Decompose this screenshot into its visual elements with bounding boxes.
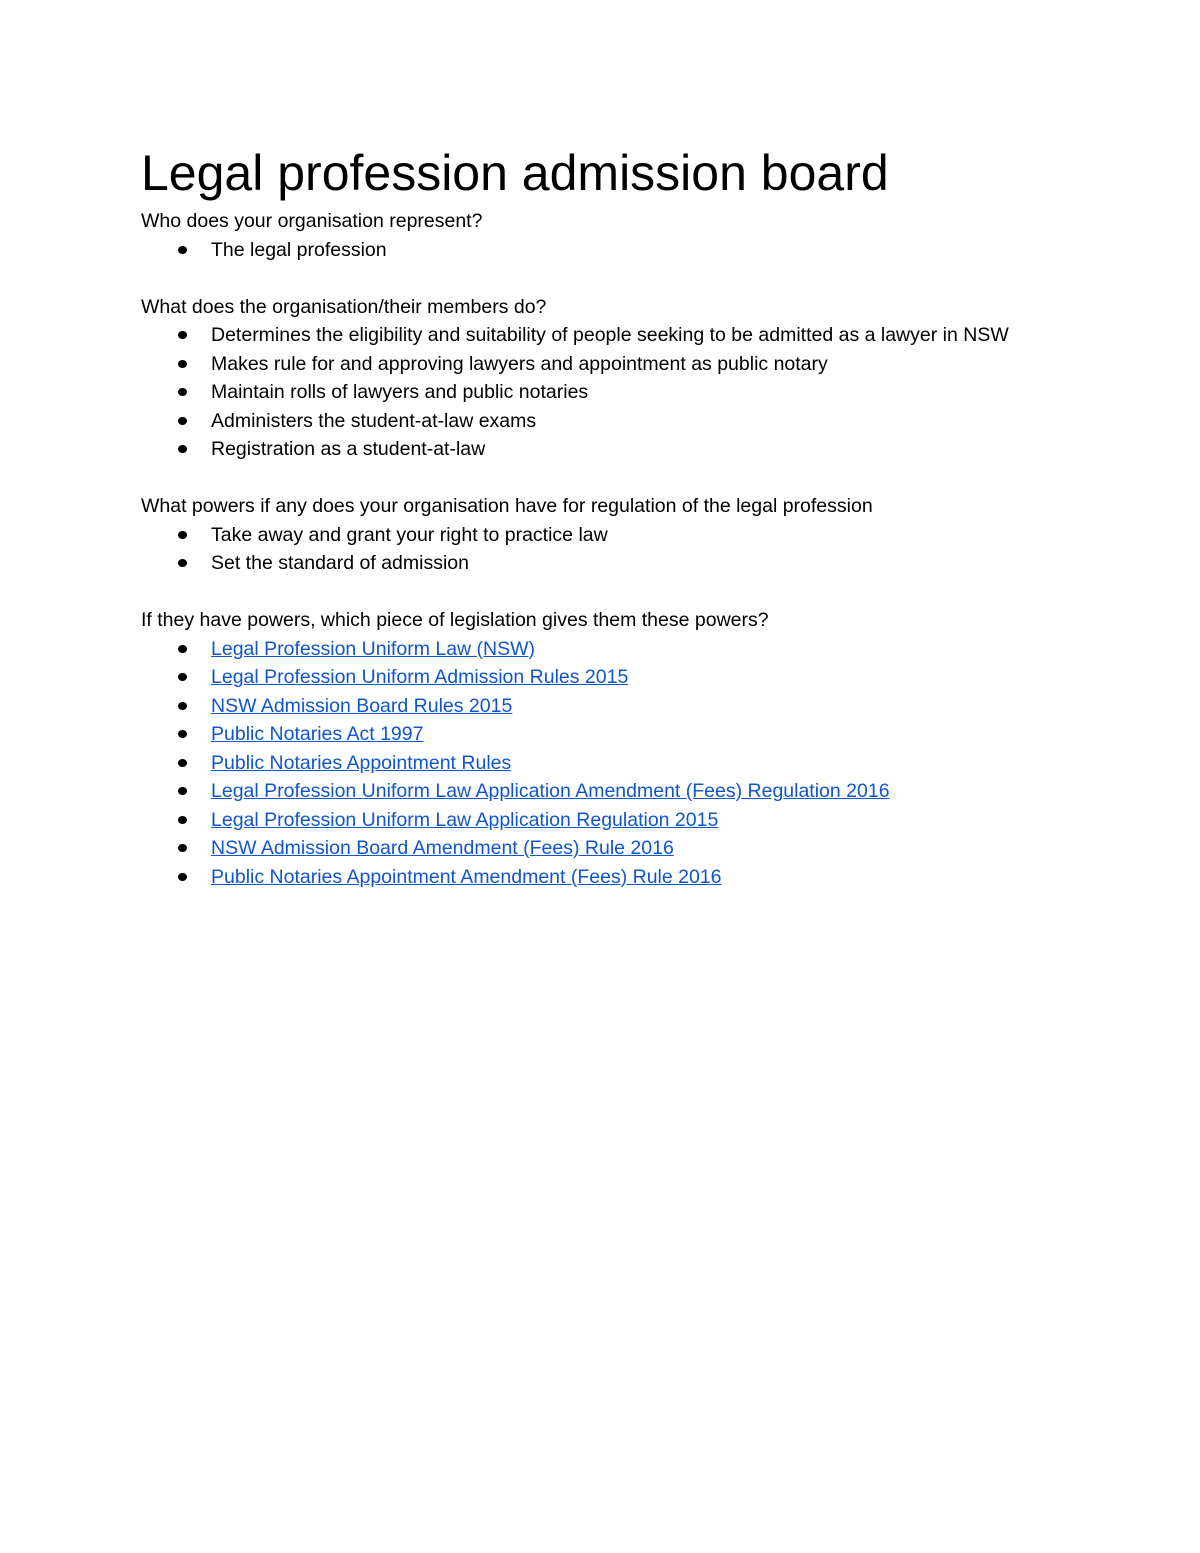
bullet-icon [178, 730, 187, 738]
list-item: Determines the eligibility and suitability of people seeking to be admitted as a lawyer in NSW [141, 321, 1061, 350]
bullet-icon [178, 645, 187, 653]
question-members-do: What does the organisation/their members do? [141, 295, 547, 318]
list-item [141, 777, 1061, 806]
legislation-link[interactable]: Legal Profession Uniform Law Application Regulation 2015 [211, 808, 719, 831]
blank-line [141, 578, 1061, 607]
list-item [141, 806, 1061, 835]
bullet-icon [178, 388, 187, 396]
list-item: Take away and grant your right to practice law [141, 521, 1061, 550]
list-item [141, 863, 1061, 892]
blank-line [141, 464, 1061, 493]
list-item [141, 749, 1061, 778]
legislation-link[interactable]: Legal Profession Uniform Admission Rules 2015 [211, 666, 629, 688]
list-item: Registration as a student-at-law [141, 435, 1061, 464]
bullet-icon [178, 759, 187, 767]
page-title: Legal profession admission board [141, 145, 889, 201]
bullet-icon [178, 531, 187, 539]
bullet-icon [178, 673, 187, 681]
question-legislation: If they have powers, which piece of legislation gives them these powers? [141, 609, 769, 631]
bullet-icon [178, 702, 187, 710]
bullet-icon [178, 873, 187, 881]
list-item [141, 692, 1061, 721]
bullet-icon [178, 331, 187, 339]
list-item [141, 635, 1061, 664]
legislation-link-list [141, 635, 1061, 892]
answer-list-powers [141, 521, 1061, 578]
list-item [141, 834, 1061, 863]
bullet-icon [178, 787, 187, 795]
legislation-link[interactable]: Public Notaries Act 1997 [211, 723, 424, 745]
list-item: Makes rule for and approving lawyers and appointment as public notary [141, 350, 1061, 379]
list-item [141, 663, 1061, 692]
bullet-icon [178, 816, 187, 824]
legislation-link[interactable]: NSW Admission Board Amendment (Fees) Rule 2016 [211, 837, 674, 859]
list-item: The legal profession [141, 236, 1061, 265]
legislation-link[interactable]: Legal Profession Uniform Law (NSW) [211, 637, 536, 660]
bullet-icon [178, 360, 187, 368]
question-powers: What powers if any does your organisation have for regulation of the legal profession [141, 495, 873, 517]
list-item: Maintain rolls of lawyers and public notaries [141, 378, 1061, 407]
bullet-icon [178, 844, 187, 852]
answer-list-represent [141, 236, 1061, 265]
bullet-icon [178, 246, 187, 254]
question-represent: Who does your organisation represent? [141, 210, 483, 232]
list-item: Set the standard of admission [141, 549, 1061, 578]
bullet-icon [178, 445, 187, 453]
legislation-link[interactable]: Public Notaries Appointment Rules [211, 751, 512, 774]
blank-line [141, 264, 1061, 293]
answer-list-members-do [141, 321, 1061, 464]
list-item: Administers the student-at-law exams [141, 407, 1061, 436]
bullet-icon [178, 559, 187, 567]
document-page [141, 140, 1061, 891]
legislation-link[interactable]: NSW Admission Board Rules 2015 [211, 694, 513, 717]
list-item [141, 720, 1061, 749]
bullet-icon [178, 417, 187, 425]
legislation-link[interactable]: Public Notaries Appointment Amendment (Fees) Rule 2016 [211, 865, 722, 888]
legislation-link[interactable]: Legal Profession Uniform Law Application Amendment (Fees) Regulation 2016 [211, 780, 890, 802]
